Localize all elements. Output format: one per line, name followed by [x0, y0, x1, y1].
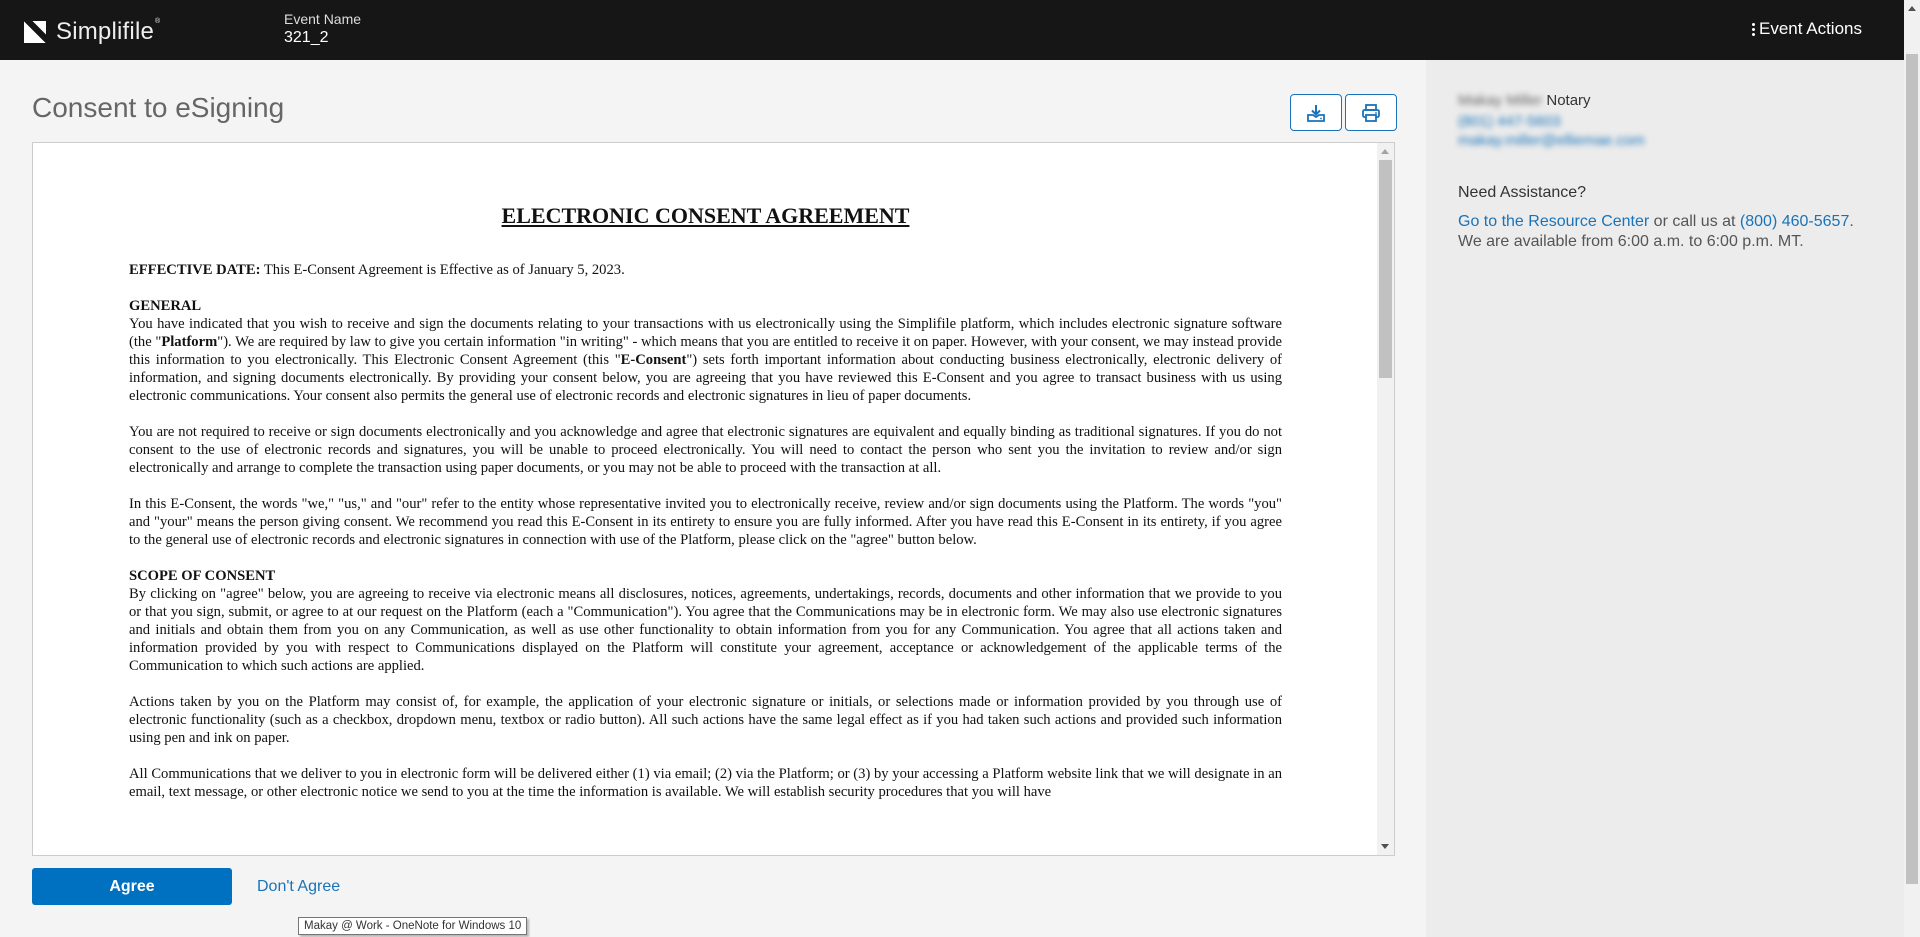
- page-title: Consent to eSigning: [32, 92, 285, 123]
- sidebar: [1426, 60, 1904, 937]
- event-info: [284, 11, 361, 47]
- consent-document: [129, 203, 1282, 819]
- page-scrollbar[interactable]: [1904, 0, 1920, 937]
- notary-name: Makay Miller: [1458, 92, 1543, 109]
- assistance-text: Go to the Resource Center or call us at (800) 460-5657. We are available from 6:00 a.m. to 6:00 p.m. MT.: [1458, 213, 1854, 250]
- taskbar-tooltip: Makay @ Work - OneNote for Windows 10: [298, 917, 527, 935]
- document-heading: ELECTRONIC CONSENT AGREEMENT: [501, 203, 910, 228]
- assistance-section: [1458, 184, 1854, 252]
- agree-button[interactable]: Agree: [32, 868, 232, 905]
- download-icon: [1306, 103, 1326, 123]
- scope-paragraph-1: By clicking on "agree" below, you are agreeing to receive via electronic means all disclosures, notices, agreements, undertakings, records, documents and other information that we provide to you or that you sign, submit, or agree to at our request on the Platform (each a "Communication"). You agree that the Communications may be in electronic form. We may also use electronic signatures and initials and obtain them from you on any Communication, as well as use other functionality to obtain information from you for any Communication. You agree that all actions taken and information provided by you with respect to Communications displayed on the Platform will constitute your agreement, acceptance or acknowledgement of the applicable terms of the Communication to which such actions are applied.: [129, 586, 1282, 674]
- page-scroll-up-icon[interactable]: [1908, 6, 1916, 11]
- event-actions-button[interactable]: [1752, 19, 1862, 39]
- notary-role: Notary: [1546, 92, 1591, 109]
- document-scrollbar[interactable]: [1377, 143, 1394, 855]
- kebab-menu-icon: [1752, 23, 1755, 36]
- main-content: [0, 60, 1426, 937]
- event-name-label: Event Name: [284, 11, 362, 27]
- assistance-title: Need Assistance?: [1458, 184, 1587, 201]
- scope-paragraph-2: Actions taken by you on the Platform may consist of, for example, the application of your electronic signature or initials, or selections made or information provided by you through use of electronic functionality (such as a checkbox, dropdown menu, textbox or radio button). All such actions have the same legal effect as if you had taken such actions and provided such information using pen and ink on paper.: [129, 694, 1282, 746]
- brand-name: Simplifile®: [56, 18, 161, 45]
- scope-paragraph-3: All Communications that we deliver to you in electronic form will be delivered either (1) via email; (2) via the Platform; or (3) by your accessing a Platform website link that we will designate in an email, text message, or other electronic notice we send to you at the time the information is available. We will establish security procedures that you will have: [129, 766, 1282, 800]
- event-actions-label: Event Actions: [1758, 19, 1862, 38]
- general-paragraph-1: You have indicated that you wish to receive and sign the documents relating to your transactions with us electronically using the Simplifile platform, which includes electronic signature software (the "Platform"). We are required by law to give you certain information "in writing" - which means that you are entitled to receive it on paper. However, with your consent, we may instead provide this information to you electronically. This Electronic Consent Agreement (this "E-Consent") sets forth important information about conducting business electronically, electronic delivery of information, and signing documents electronically. By providing your consent below, you are agreeing that you have reviewed this E-Consent and you agree to transact business with us using electronic communications. Your consent also permits the general use of electronic records and electronic signatures in lieu of paper documents.: [129, 316, 1282, 404]
- support-phone-link[interactable]: (800) 460-5657: [1739, 213, 1850, 230]
- hours-text: We are available from 6:00 a.m. to 6:00 p.m. MT.: [1458, 233, 1804, 250]
- print-button[interactable]: [1345, 94, 1397, 131]
- logo-mark-icon: [24, 21, 46, 43]
- general-paragraph-3: In this E-Consent, the words "we," "us," and "our" refer to the entity whose representative invited you to electronically receive, review and/or sign documents using the Platform. The words "you" and "your" means the person giving consent. We recommend you read this E-Consent in its entirety to ensure you are fully informed. After you have read this E-Consent in its entirety, if you agree to the general use of electronic records and electronic signatures in connection with use of the Platform, please click on the "agree" button below.: [129, 496, 1282, 548]
- notary-contact: [1458, 92, 1645, 149]
- scope-heading: SCOPE OF CONSENT: [129, 568, 276, 584]
- print-icon: [1361, 103, 1381, 123]
- simplifile-logo[interactable]: [24, 18, 160, 46]
- effective-date: EFFECTIVE DATE: This E-Consent Agreement is Effective as of January 5, 2023.: [129, 262, 625, 278]
- notary-email-link[interactable]: makay.miller@elliemae.com: [1458, 132, 1645, 149]
- download-button[interactable]: [1290, 94, 1342, 131]
- general-paragraph-2: You are not required to receive or sign documents electronically and you acknowledge and agree that electronic signatures are equivalent and equally binding as traditional signatures. If you do not consent to the use of electronic records and signatures, you will be unable to proceed electronically. You will need to contact the person who sent you the invitation to review and/or sign electronically and arrange to complete the transaction using paper documents, or you may not be able to proceed with the transaction at all.: [129, 424, 1282, 476]
- document-viewer[interactable]: [32, 142, 1395, 856]
- scroll-up-arrow-icon[interactable]: [1381, 149, 1389, 154]
- resource-center-link[interactable]: Go to the Resource Center: [1458, 213, 1650, 230]
- document-scroll-thumb[interactable]: [1379, 160, 1392, 378]
- notary-name-line: [1458, 92, 1645, 109]
- page-scroll-thumb[interactable]: [1906, 54, 1918, 884]
- event-name-value: 321_2: [284, 29, 329, 46]
- notary-phone-link[interactable]: (801) 447-5603: [1458, 113, 1561, 130]
- scroll-down-arrow-icon[interactable]: [1381, 844, 1389, 849]
- dont-agree-link[interactable]: Don't Agree: [257, 878, 341, 895]
- top-bar: [0, 0, 1904, 60]
- general-heading: GENERAL: [129, 298, 202, 314]
